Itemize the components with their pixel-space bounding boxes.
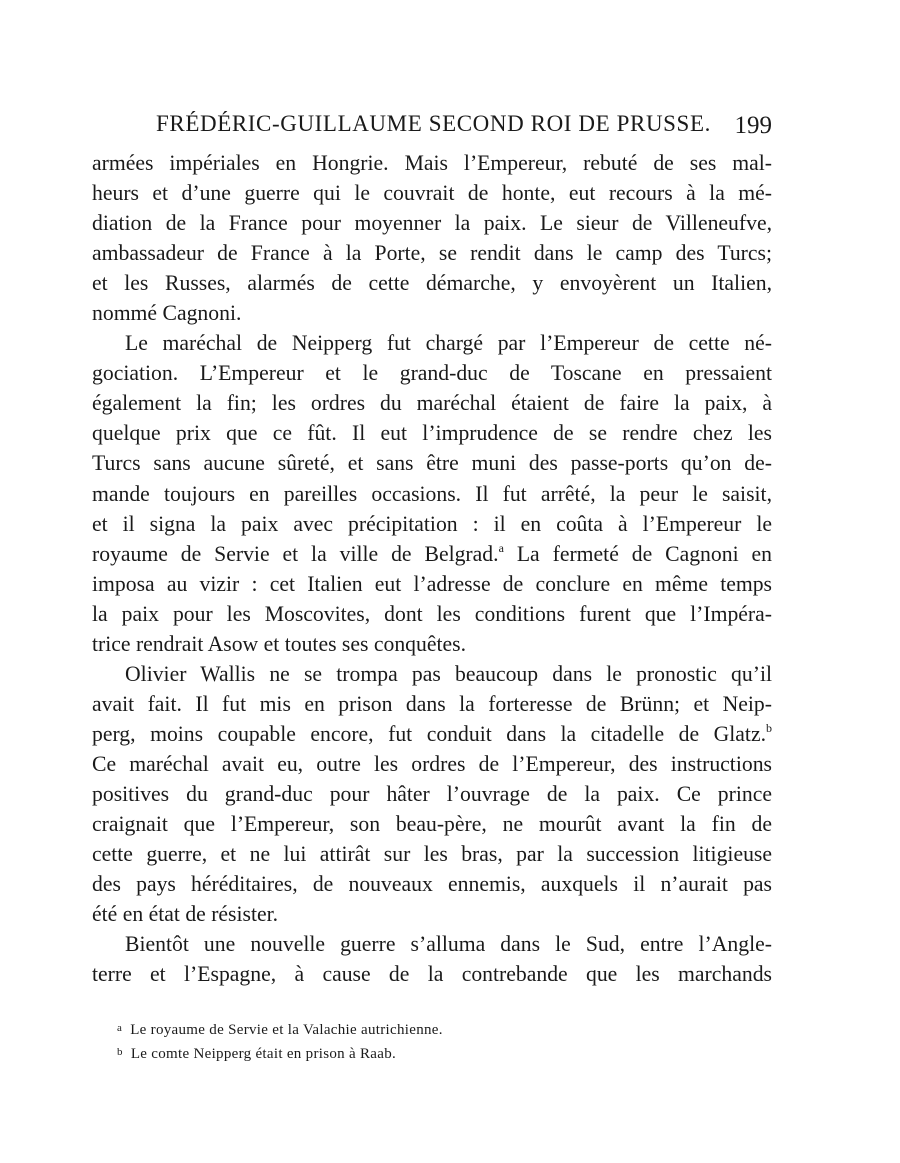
text-line: craignait que l’Empereur, son beau-père, ne mourût avant la fin de xyxy=(92,812,772,837)
text-line: trice rendrait Asow et toutes ses conquêtes. xyxy=(92,631,467,656)
body-text xyxy=(92,148,772,989)
text-line: diation de la France pour moyenner la paix. Le sieur de Villeneufve, xyxy=(92,211,772,236)
footnote-text: Le royaume de Servie et la Valachie autrichienne. xyxy=(130,1022,443,1038)
text-line: et il signa la paix avec précipitation : il en coûta à l’Empereur le xyxy=(92,511,772,536)
text-line: des pays héréditaires, de nouveaux ennemis, auxquels il n’aurait pas xyxy=(92,872,772,897)
text-line: Bientôt une nouvelle guerre s’alluma dans le Sud, entre l’Angle- xyxy=(125,932,772,957)
text-line: ambassadeur de France à la Porte, se rendit dans le camp des Turcs; xyxy=(92,241,772,266)
footnote-mark: b xyxy=(117,1046,123,1058)
text-line: avait fait. Il fut mis en prison dans la forteresse de Brünn; et Neip- xyxy=(92,691,772,716)
text-line: Le maréchal de Neipperg fut chargé par l’Empereur de cette né- xyxy=(125,331,772,356)
text-line-with-note xyxy=(92,539,772,569)
text-line-with-note xyxy=(92,719,772,749)
page-number: 199 xyxy=(734,112,772,139)
text-segment: royaume de Servie et la ville de Belgrad. xyxy=(92,541,499,566)
text-line: également la fin; les ordres du maréchal étaient de faire la paix, à xyxy=(92,391,772,416)
footnote-text: Le comte Neipperg était en prison à Raab. xyxy=(130,1046,397,1062)
text-segment: perg, moins coupable encore, fut conduit dans la citadelle de Glatz. xyxy=(92,721,766,746)
text-line: positives du grand-duc pour hâter l’ouvrage de la paix. Ce prince xyxy=(92,781,772,806)
footnotes xyxy=(117,1018,757,1066)
text-line: nommé Cagnoni. xyxy=(92,301,242,326)
text-line: gociation. L’Empereur et le grand-duc de Toscane en pressaient xyxy=(92,361,772,386)
footnote xyxy=(117,1018,757,1042)
text-line: la paix pour les Moscovites, dont les conditions furent que l’Impéra- xyxy=(92,601,772,626)
text-line: imposa au vizir : cet Italien eut l’adresse de conclure en même temps xyxy=(92,571,772,596)
text-segment: La fermeté de Cagnoni en xyxy=(516,541,772,566)
text-line: quelque prix que ce fût. Il eut l’imprudence de se rendre chez les xyxy=(92,421,772,446)
text-line: Ce maréchal avait eu, outre les ordres de l’Empereur, des instructions xyxy=(92,751,772,776)
footnote-mark: a xyxy=(117,1022,123,1034)
footnote xyxy=(117,1042,757,1066)
note-mark-b: b xyxy=(766,720,772,735)
text-line: Olivier Wallis ne se trompa pas beaucoup dans le pronostic qu’il xyxy=(125,661,772,686)
text-line: armées impériales en Hongrie. Mais l’Empereur, rebuté de ses mal- xyxy=(92,151,772,175)
running-head xyxy=(92,108,772,140)
text-line: cette guerre, et ne lui attirât sur les bras, par la succession litigieuse xyxy=(92,842,772,867)
text-line: Turcs sans aucune sûreté, et sans être muni des passe-ports qu’on de- xyxy=(92,451,772,476)
text-line: été en état de résister. xyxy=(92,902,279,927)
text-line: terre et l’Espagne, à cause de la contrebande que les marchands xyxy=(92,962,772,987)
text-line: heurs et d’une guerre qui le couvrait de honte, eut recours à la mé- xyxy=(92,181,772,206)
text-line: mande toujours en pareilles occasions. Il fut arrêté, la peur le saisit, xyxy=(92,481,772,506)
note-mark-a: a xyxy=(498,540,504,555)
running-title: FRÉDÉRIC-GUILLAUME SECOND ROI DE PRUSSE. xyxy=(156,111,711,136)
text-line: et les Russes, alarmés de cette démarche, y envoyèrent un Italien, xyxy=(92,271,772,296)
